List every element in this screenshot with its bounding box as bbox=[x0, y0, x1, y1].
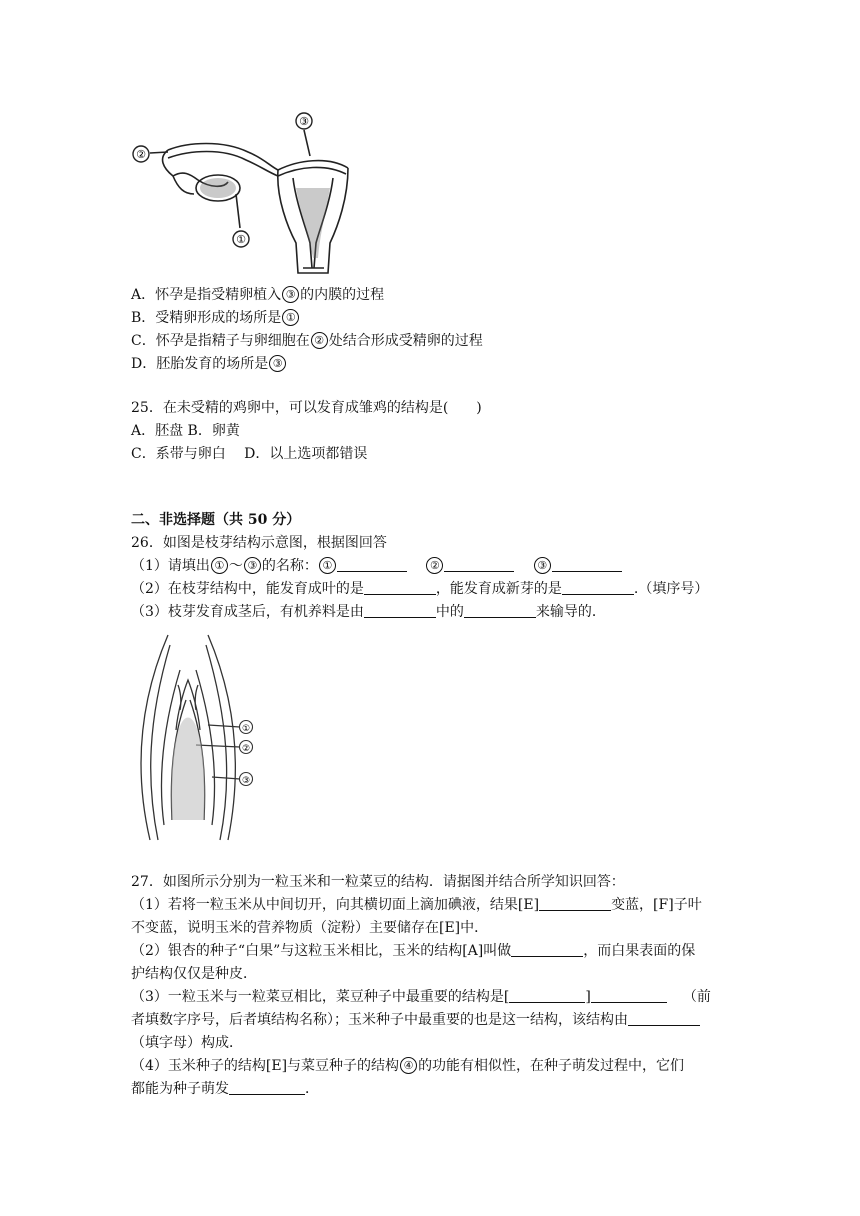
q27-part3-line1: （3）一粒玉米与一粒菜豆相比，菜豆种子中最重要的结构是[ ] （前 bbox=[131, 989, 711, 1005]
q24-option-c: C．怀孕是指精子与卵细胞在 ② 处结合形成受精卵的过程 bbox=[131, 333, 483, 349]
q25-stem: 25．在未受精的鸡卵中，可以发育成雏鸡的结构是( ) bbox=[131, 400, 482, 416]
q26-part3: （3）枝芽发育成茎后，有机养料是由 中的 来输导的． bbox=[131, 604, 606, 620]
q27-part1-line1: （1）若将一粒玉米从中间切开，向其横切面上滴加碘液，结果[E] 变蓝，[F]子叶 bbox=[131, 897, 702, 913]
q27-part4-line2: 都能为种子萌发 ． bbox=[131, 1081, 319, 1097]
q27-part1-line2: 不变蓝，说明玉米的营养物质（淀粉）主要储存在[E]中． bbox=[131, 920, 489, 936]
q26-stem: 26．如图是枝芽结构示意图，根据图回答 bbox=[131, 535, 387, 551]
q26-part1: （1）请填出 ① ～ ③ 的名称： ① ② ③ bbox=[131, 556, 622, 576]
q24-option-a: A．怀孕是指受精卵植入 ③ 的内膜的过程 bbox=[131, 287, 385, 303]
answer-blank[interactable] bbox=[562, 580, 634, 595]
bud-label-2: ② bbox=[241, 744, 251, 754]
answer-blank[interactable] bbox=[337, 557, 407, 572]
answer-blank[interactable] bbox=[364, 580, 436, 595]
answer-blank[interactable] bbox=[628, 1011, 700, 1026]
q24-option-d: D．胚胎发育的场所是 ③ bbox=[131, 354, 287, 374]
q27-part2-line2: 护结构仅仅是种皮． bbox=[131, 966, 257, 982]
bud-diagram bbox=[128, 630, 278, 845]
uterus-label-2: ② bbox=[136, 148, 146, 161]
q27-part3-line3: （填字母）构成． bbox=[131, 1035, 243, 1051]
q27-part4-line1: （4）玉米种子的结构[E]与菜豆种子的结构 ④ 的功能有相似性，在种子萌发过程中，它们 bbox=[131, 1058, 685, 1074]
q26-part2: （2）在枝芽结构中，能发育成叶的是 ，能发育成新芽的是 .（填序号） bbox=[131, 581, 709, 597]
answer-blank[interactable] bbox=[364, 603, 436, 618]
answer-blank[interactable] bbox=[229, 1080, 305, 1095]
q25-options-1: A．胚盘 B．卵黄 bbox=[131, 423, 240, 439]
q27-part2-line1: （2）银杏的种子“白果”与这粒玉米相比，玉米的结构[A]叫做 ，而白果表面的保 bbox=[131, 943, 696, 959]
answer-blank[interactable] bbox=[591, 988, 667, 1003]
q25-options-2: C．系带与卵白 D．以上选项都错误 bbox=[131, 446, 368, 462]
uterus-label-1: ① bbox=[236, 233, 246, 246]
answer-blank[interactable] bbox=[552, 557, 622, 572]
answer-blank[interactable] bbox=[444, 557, 514, 572]
answer-blank[interactable] bbox=[539, 896, 611, 911]
section-heading: 二、非选择题（共 50 分） bbox=[131, 512, 301, 528]
q24-option-b: B．受精卵形成的场所是 ① bbox=[131, 308, 300, 328]
answer-blank[interactable] bbox=[509, 988, 585, 1003]
bud-label-3: ③ bbox=[241, 776, 251, 786]
q27-part3-line2: 者填数字序号，后者填结构名称）；玉米种子中最重要的也是这一结构，该结构由 bbox=[131, 1010, 700, 1030]
bud-label-1: ① bbox=[241, 724, 251, 734]
uterus-diagram bbox=[128, 108, 358, 278]
answer-blank[interactable] bbox=[511, 942, 583, 957]
uterus-label-3: ③ bbox=[299, 115, 309, 128]
answer-blank[interactable] bbox=[464, 603, 536, 618]
q27-stem: 27．如图所示分别为一粒玉米和一粒菜豆的结构．请据图并结合所学知识回答： bbox=[131, 874, 625, 890]
